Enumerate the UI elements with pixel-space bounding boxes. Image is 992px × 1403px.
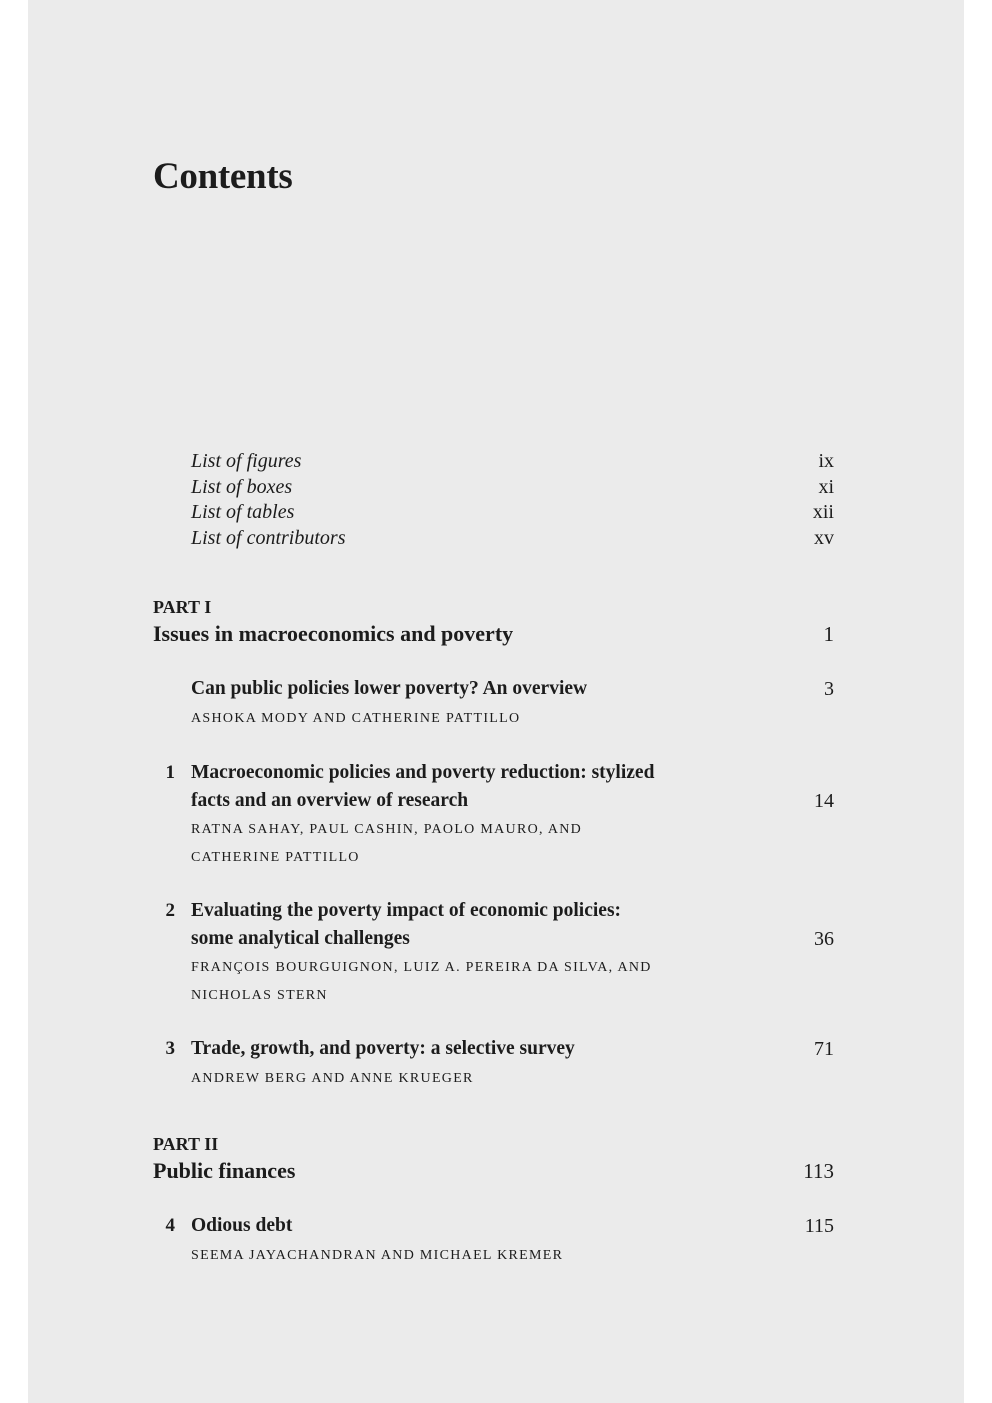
toc-page-number: 14: [814, 790, 834, 812]
toc-page-number: 36: [814, 928, 834, 950]
part-label: PART II: [153, 1134, 219, 1154]
toc-entry-list-of-contributors[interactable]: List of contributors: [191, 527, 346, 549]
part-title[interactable]: Issues in macroeconomics and poverty: [153, 621, 514, 646]
chapter-authors-continued: NICHOLAS STERN: [191, 988, 328, 1003]
toc-entry-list-of-figures[interactable]: List of figures: [191, 450, 302, 472]
chapter-title[interactable]: Can public policies lower poverty? An overview: [191, 678, 588, 699]
toc-page-number: ix: [818, 450, 834, 472]
toc-page-number: 113: [803, 1159, 834, 1183]
chapter-number: 4: [165, 1215, 175, 1236]
chapter-title[interactable]: Evaluating the poverty impact of economic policies:: [191, 900, 622, 921]
chapter-title[interactable]: Odious debt: [191, 1215, 293, 1236]
chapter-title[interactable]: Macroeconomic policies and poverty reduction: stylized: [191, 762, 655, 783]
page: [28, 0, 964, 1403]
chapter-title-continued[interactable]: some analytical challenges: [191, 928, 410, 949]
toc-page-number: 71: [814, 1038, 834, 1060]
chapter-number: 3: [165, 1038, 175, 1059]
chapter-authors-continued: CATHERINE PATTILLO: [191, 850, 360, 865]
chapter-authors: SEEMA JAYACHANDRAN AND MICHAEL KREMER: [191, 1248, 564, 1263]
toc-page-number: xii: [812, 501, 834, 523]
part-title[interactable]: Public finances: [153, 1158, 296, 1183]
chapter-authors: RATNA SAHAY, PAUL CASHIN, PAOLO MAURO, AND: [191, 822, 583, 837]
toc-entry-list-of-tables[interactable]: List of tables: [191, 501, 295, 523]
toc-page-number: 115: [804, 1215, 834, 1237]
chapter-authors: FRANÇOIS BOURGUIGNON, LUIZ A. PEREIRA DA SILVA, AND: [191, 960, 652, 975]
chapter-authors: ANDREW BERG AND ANNE KRUEGER: [191, 1071, 474, 1086]
toc-page-number: 3: [824, 678, 834, 700]
page-title: Contents: [153, 156, 293, 197]
chapter-number: 1: [165, 762, 175, 783]
toc-page-number: 1: [823, 622, 834, 646]
chapter-authors: ASHOKA MODY AND CATHERINE PATTILLO: [191, 711, 521, 726]
chapter-title[interactable]: Trade, growth, and poverty: a selective survey: [191, 1038, 575, 1059]
chapter-number: 2: [165, 900, 175, 921]
toc-entry-list-of-boxes[interactable]: List of boxes: [191, 476, 293, 498]
part-label: PART I: [153, 597, 212, 617]
toc-page-number: xv: [814, 527, 834, 549]
chapter-title-continued[interactable]: facts and an overview of research: [191, 790, 469, 811]
toc-page-number: xi: [818, 476, 834, 498]
